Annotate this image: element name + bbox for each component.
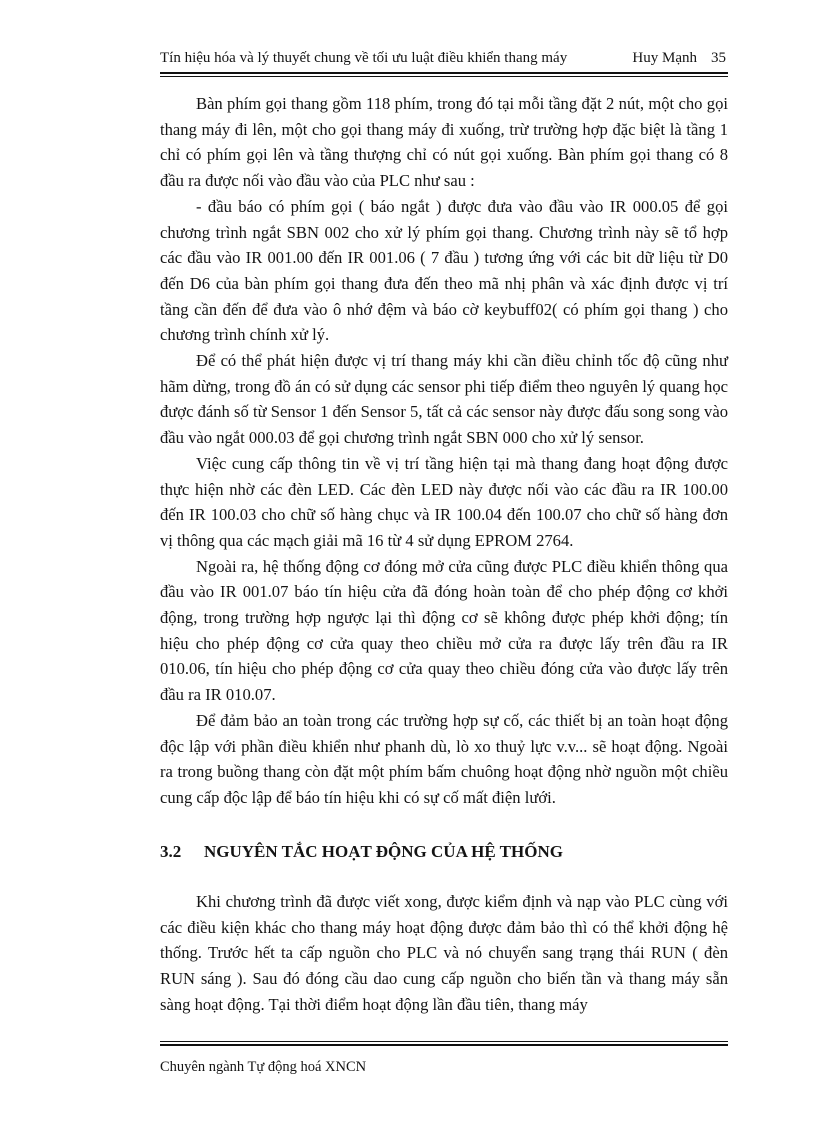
footer-rule-thin [160, 1041, 728, 1042]
paragraph: Ngoài ra, hệ thống động cơ đóng mở cửa cũng được PLC điều khiển thông qua đầu vào IR 001.07 báo tín hiệu cửa đã đóng hoàn toàn để cho phép động cơ khởi động, trong trường hợp ngược lại thì động cơ sẽ không được phép khởi động; tín hiệu cho phép động cơ cửa quay theo chiều mở cửa ra được lấy trên đầu ra IR 010.06, tín hiệu cho phép động cơ cửa quay theo chiều đóng cửa vào được lấy trên đầu ra IR 010.07. [160, 556, 728, 705]
paragraph: Bàn phím gọi thang gồm 118 phím, trong đó tại mỗi tầng đặt 2 nút, một cho gọi thang máy đi lên, một cho gọi thang máy đi xuống, trừ trường hợp đặc biệt là tầng 1 chỉ có phím gọi lên và tầng thượng chỉ có nút gọi xuống. Bàn phím gọi thang có 8 đầu ra được nối vào đầu vào của PLC như sau : [160, 94, 728, 191]
header-title: Tín hiệu hóa và lý thuyết chung về tối ưu luật điều khiển thang máy [160, 50, 568, 66]
header-rule-thin [160, 76, 728, 77]
body-text [160, 91, 728, 811]
section-heading [160, 838, 728, 866]
footer-rule-thick [160, 1044, 728, 1046]
page-footer: Chuyên ngành Tự động hoá XNCN [160, 1059, 367, 1075]
page-number: 35 [711, 50, 726, 66]
paragraph: Để đảm bảo an toàn trong các trường hợp sự cố, các thiết bị an toàn hoạt động độc lập với phần điều khiển như phanh dù, lò xo thuỷ lực v.v... sẽ hoạt động. Ngoài ra trong buồng thang còn đặt một phím bấm chuông hoạt động nhờ nguồn một chiều cung cấp độc lập để báo tín hiệu khi có sự cố mất điện lưới. [160, 710, 728, 807]
paragraph: Để có thể phát hiện được vị trí thang máy khi cần điều chỉnh tốc độ cũng như hãm dừng, trong đồ án có sử dụng các sensor phi tiếp điểm theo nguyên lý quang học được đánh số từ Sensor 1 đến Sensor 5, tất cả các sensor này được đấu song song vào đầu vào ngắt 000.03 để gọi chương trình ngắt SBN 000 cho xử lý sensor. [160, 351, 728, 448]
page-header [160, 46, 728, 70]
paragraph: Việc cung cấp thông tin về vị trí tầng hiện tại mà thang đang hoạt động được thực hiện nhờ các đèn LED. Các đèn LED này được nối vào các đầu ra IR 100.00 đến IR 100.03 cho chữ số hàng chục và IR 100.04 đến 100.07 cho chữ số hàng đơn vị thông qua các mạch giải mã 16 từ 4 sử dụng EPROM 2764. [160, 453, 728, 550]
header-rule-thick [160, 72, 728, 74]
section-body-text [160, 889, 728, 1018]
paragraph: Khi chương trình đã được viết xong, được kiểm định và nạp vào PLC cùng với các điều kiện khác cho thang máy hoạt động được đảm bảo thì có thể khởi động hệ thống. Trước hết ta cấp nguồn cho PLC và nó chuyển sang trạng thái RUN ( đèn RUN sáng ). Sau đó đóng cầu dao cung cấp nguồn cho biến tần và thang máy sẵn sàng hoạt động. Tại thời điểm hoạt động lần đầu tiên, thang máy [160, 892, 728, 1014]
section-number: 3.2 [160, 842, 182, 861]
paragraph: - đầu báo có phím gọi ( báo ngắt ) được đưa vào đầu vào IR 000.05 để gọi chương trình ngắt SBN 002 cho xử lý phím gọi thang. Chương trình này sẽ tổ hợp các đầu vào IR 001.00 đến IR 001.06 ( 7 đầu ) tương ứng với các bit dữ liệu từ D0 đến D6 của bàn phím gọi thang đưa đến theo mã nhị phân và xác định được vị trí tầng cần đến để đưa vào ô nhớ đệm và báo cờ keybuff02( có phím gọi thang ) cho chương trình chính xử lý. [160, 196, 728, 345]
header-author: Huy Mạnh [632, 50, 697, 66]
section-title: NGUYÊN TẮC HOẠT ĐỘNG CỦA HỆ THỐNG [204, 842, 563, 861]
header-right [632, 46, 726, 70]
